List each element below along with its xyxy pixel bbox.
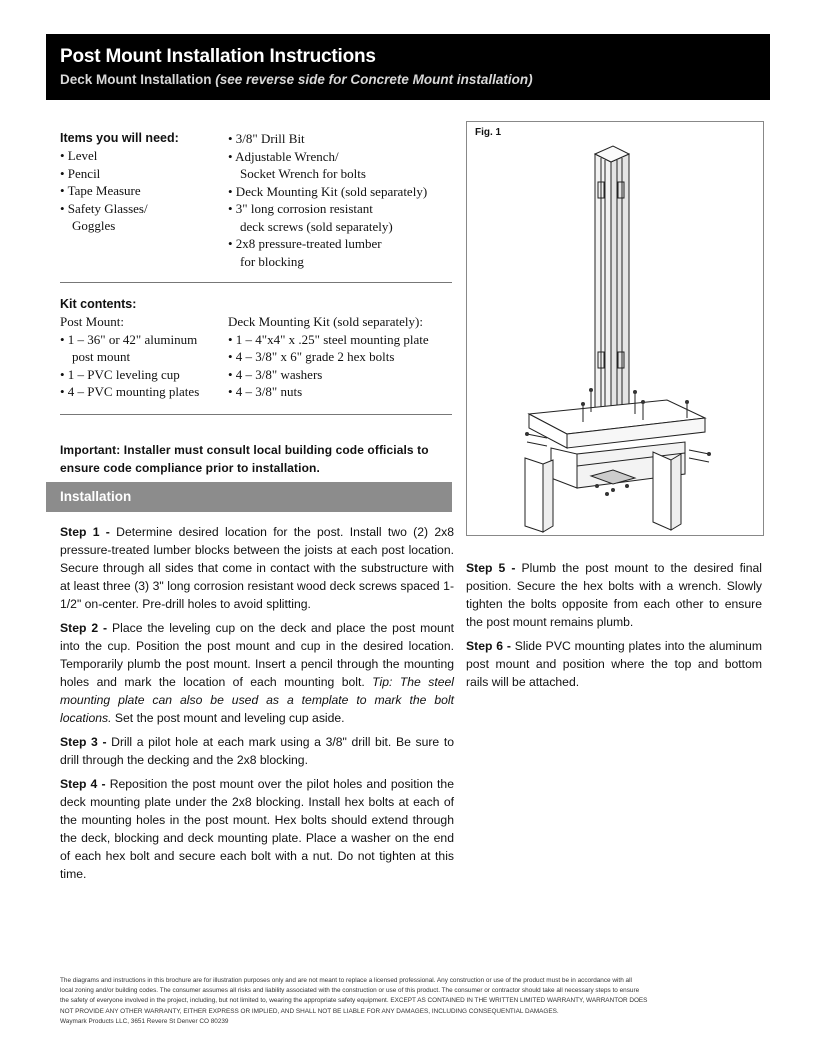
step-label: Step 2 -	[60, 621, 108, 635]
step-label: Step 6 -	[466, 639, 511, 653]
step-text: Reposition the post mount over the pilot holes and position the deck mounting plate under the 2x8 blocking. Install hex bolts at each of the mounting holes in the post mount. Hex bolts should extend through the deck, blocking and deck mounting plate. Place a washer on the end of each hex bolt and secure each bolt with a nut. Do not tighten at this time.	[60, 777, 454, 881]
items-list-item: • Level	[60, 148, 98, 163]
step-text: Determine desired location for the post. Install two (2) 2x8 pressure-treated lumber blocks between the joists at each post location. Secure through all sides that come in contact with the substructure with at least three (3) 3" long corrosion resistant wood deck screws spaced 1-1/2" on-center. Pre-drill holes to avoid splitting.	[60, 525, 454, 611]
step-tip: Tip: The steel mounting plate can also be used as a template to mark the bolt locations.	[60, 675, 454, 725]
step-2	[60, 619, 454, 727]
items-col-2	[228, 130, 458, 270]
kit-col2-title: Deck Mounting Kit (sold separately):	[228, 314, 423, 329]
disclaimer-line: the safety of everyone involved in the project, including, but not limited to, wearing the appropriate safety equipment. EXCEPT AS CONTAINED IN THE WRITTEN LIMITED WARRANTY, WARRANTOR DOES	[60, 997, 648, 1005]
items-list-item: • 3/8" Drill Bit	[228, 131, 305, 146]
document-title: Post Mount Installation Instructions	[60, 46, 376, 67]
step-label: Step 3 -	[60, 735, 107, 749]
step-text: Slide PVC mounting plates into the aluminum post mount and position where the top and bottom rails will be attached.	[466, 639, 762, 689]
items-list-item: deck screws (sold separately)	[240, 218, 393, 234]
step-1	[60, 523, 454, 613]
step-text: Plumb the post mount to the desired final position. Secure the hex bolts with a wrench. Slowly tighten the bolts opposite from each other to ensure the post mount remains plumb.	[466, 561, 762, 629]
installation-heading: Installation	[60, 489, 132, 504]
kit-contents-section	[60, 296, 452, 406]
kit-list-item: • 4 – 3/8" washers	[228, 366, 323, 382]
important-notice: Important: Installer must consult local building code officials to ensure code compliance prior to installation.	[60, 443, 429, 475]
step-label: Step 4 -	[60, 777, 106, 791]
items-list-item: Socket Wrench for bolts	[240, 166, 366, 181]
figure-1	[466, 121, 764, 536]
items-col-1	[60, 130, 225, 235]
disclaimer-line: NOT PROVIDE ANY OTHER WARRANTY, EITHER EXPRESS OR IMPLIED, AND SHALL NOT BE LIABLE FOR ANY DAMAGES, INCLUDING CONSEQUENTIAL DAMAGES.	[60, 1007, 559, 1015]
step-text: Place the leveling cup on the deck and place the post mount into the cup. Position the post mount and cup in the desired location. Temporarily plumb the post mount. Insert a pencil through the mounting holes and mark the location of each mounting bolt.	[60, 621, 454, 689]
step-4	[60, 775, 454, 883]
step-6	[466, 637, 762, 691]
step-3	[60, 733, 454, 769]
kit-list-item: • 1 – 36" or 42" aluminum	[60, 331, 198, 347]
divider	[60, 414, 452, 415]
items-list-item: • Tape Measure	[60, 183, 141, 198]
figure-label: Fig. 1	[475, 127, 502, 138]
steps-right-column	[466, 559, 762, 697]
divider	[60, 282, 452, 283]
items-list-item: • Deck Mounting Kit (sold separately)	[228, 183, 428, 199]
step-5	[466, 559, 762, 631]
steps-left-column	[60, 523, 454, 889]
kit-list-item: • 1 – PVC leveling cup	[60, 366, 180, 382]
kit-heading: Kit contents:	[60, 297, 137, 311]
disclaimer-line: The diagrams and instructions in this brochure are for illustration purposes only and are not meant to replace a licensed professional. Any construction or use of the product must be in accordance with all	[60, 977, 632, 984]
document-subtitle	[60, 72, 533, 87]
kit-list-item: • 4 – PVC mounting plates	[60, 384, 200, 399]
items-list-item: • 2x8 pressure-treated lumber	[228, 236, 382, 251]
subtitle-main: Deck Mount Installation	[60, 72, 216, 87]
installation-heading-bar	[46, 482, 452, 512]
items-list-item: • Adjustable Wrench/	[228, 148, 339, 164]
items-list-item: Goggles	[72, 218, 116, 233]
kit-list-item: • 4 – 3/8" nuts	[228, 384, 303, 399]
kit-list-item: post mount	[72, 349, 131, 364]
items-list-item: for blocking	[240, 253, 304, 269]
step-text: Drill a pilot hole at each mark using a 3/8" drill bit. Be sure to drill through the decking and the 2x8 blocking.	[60, 735, 454, 767]
subtitle-note: (see reverse side for Concrete Mount installation)	[215, 72, 533, 87]
kit-list-item: • 1 – 4"x4" x .25" steel mounting plate	[228, 331, 429, 347]
company-address: Waymark Products LLC, 3651 Revere St Denver CO 80239	[60, 1017, 229, 1025]
items-heading: Items you will need:	[60, 131, 179, 145]
kit-col-1	[60, 296, 225, 401]
post-mount-illustration	[467, 122, 763, 535]
step-label: Step 1 -	[60, 525, 110, 539]
document-header	[46, 34, 770, 100]
step-label: Step 5 -	[466, 561, 516, 575]
items-list-item: • Safety Glasses/	[60, 200, 148, 216]
disclaimer-line: local zoning and/or building codes. The consumer assumes all risks and liability associated with the construction or use of this product. The consumer or contractor should take all necessary steps to ensure	[60, 987, 640, 995]
kit-col-2	[228, 313, 458, 401]
step-text: Set the post mount and leveling cup aside.	[111, 711, 345, 725]
legal-disclaimer	[60, 976, 764, 1027]
items-list-item: • 3" long corrosion resistant	[228, 201, 373, 216]
items-needed-section	[60, 130, 452, 275]
kit-col1-title: Post Mount:	[60, 314, 124, 329]
kit-list-item: • 4 – 3/8" x 6" grade 2 hex bolts	[228, 349, 395, 364]
items-list-item: • Pencil	[60, 165, 101, 181]
